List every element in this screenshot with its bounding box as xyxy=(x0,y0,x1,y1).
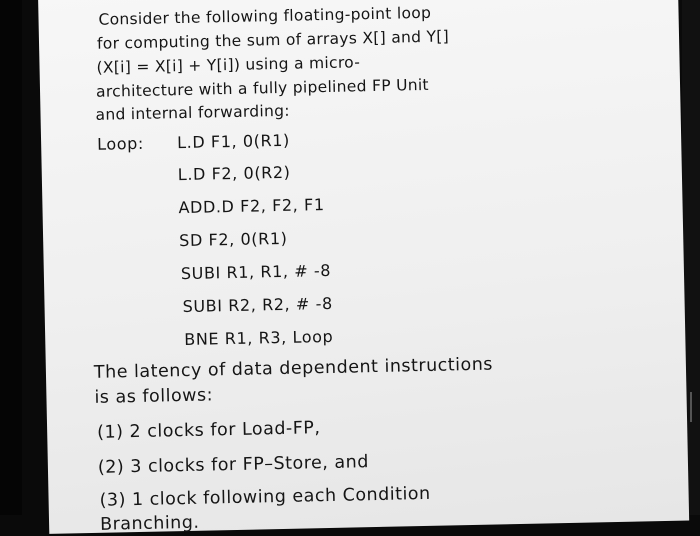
code-line-3: ADD.D F2, F2, F1 xyxy=(178,195,325,218)
latency-line-2: is as follows: xyxy=(94,385,214,408)
code-line-1: L.D F1, 0(R1) xyxy=(176,130,291,153)
intro-line-3: (X[i] = X[i] + Y[i]) using a micro- xyxy=(96,53,361,77)
code-line-6: SUBI R2, R2, # -8 xyxy=(182,293,333,317)
intro-line-4: architecture with a fully pipelined FP Unit xyxy=(95,75,430,101)
page-edge-mark xyxy=(690,392,692,422)
intro-line-2: for computing the sum of arrays X[] and Y[] xyxy=(96,27,450,53)
code-label: Loop: xyxy=(96,133,145,154)
latency-item-2: (2) 3 clocks for FP–Store, and xyxy=(97,452,370,478)
latency-item-3: (3) 1 clock following each Condition xyxy=(99,483,431,511)
latency-item-1: (1) 2 clocks for Load-FP, xyxy=(96,418,321,443)
code-line-2: L.D F2, 0(R2) xyxy=(177,162,291,185)
intro-line-5: and internal forwarding: xyxy=(95,101,291,124)
code-line-4: SD F2, 0(R1) xyxy=(178,228,288,251)
question-paper xyxy=(38,0,689,534)
latency-item-3-cont: Branching. xyxy=(99,512,200,535)
latency-line-1: The latency of data dependent instructions xyxy=(93,354,494,383)
code-line-7: BNE R1, R3, Loop xyxy=(184,326,334,350)
photo-dark-edge-left xyxy=(0,0,22,515)
code-line-5: SUBI R1, R1, # -8 xyxy=(180,260,332,284)
intro-line-1: Consider the following floating-point loop xyxy=(98,3,432,29)
